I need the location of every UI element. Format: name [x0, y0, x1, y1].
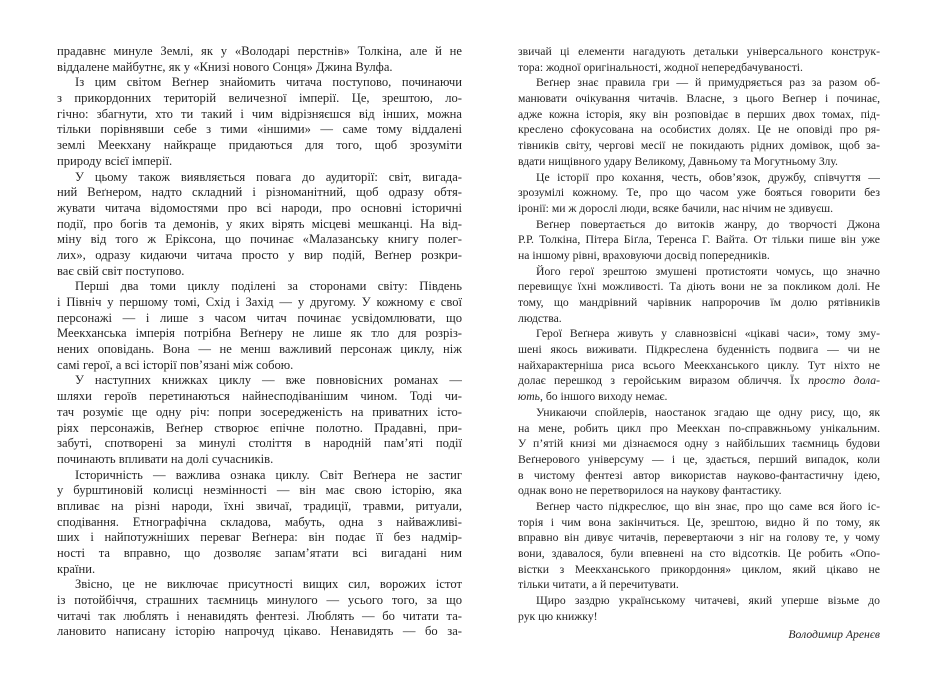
- text-line: на мене, робить цикл про Меекхан по-справжньому унікальним.: [518, 421, 880, 435]
- text-line: шляхи героїв перетинаються найнесподіванішим чином. Тоді чи-: [57, 389, 462, 404]
- paragraph: [518, 593, 880, 624]
- text-line: у бурштиновій колисці незмінності — він має свою історію, яка: [57, 483, 462, 498]
- paragraph: [518, 170, 880, 217]
- paragraph: [57, 170, 462, 280]
- text-line: торія і чим вона закінчиться. Це, зрештою, видно й по тому, як: [518, 515, 880, 529]
- text-line: жувати читача відомостями про всі народи, про основні історичні: [57, 200, 462, 215]
- paragraph: [518, 44, 880, 75]
- text-line: рук цю книжку!: [518, 609, 598, 623]
- text-line: Герої Веґнера живуть у славнозвісні «цікаві часи», тому зму-: [536, 327, 880, 341]
- text-line: Звісно, це не виключає присутності вищих сил, ворожих істот: [75, 577, 462, 592]
- text-line: іронії: ми ж дорослі люди, всяке бачили, нас нічим не здивуєш.: [518, 201, 834, 215]
- text-line: звичай ці елементи нагадують детальки універсального конструк-: [518, 45, 880, 58]
- text-line: в чистому фентезі автор використав науково-фантастичну ідею,: [518, 468, 880, 482]
- text-line: читачі так люблять і ненавидять фентезі. Люблять — бо читати та-: [57, 608, 462, 623]
- text-line: природу всієї імперії.: [57, 153, 173, 168]
- text-line: ють, бо іншого виходу немає.: [518, 390, 668, 404]
- text-line: Веґнерового універсуму — і це, здається, перший випадок, коли: [518, 452, 880, 466]
- text-line: із потойбіччя, страшних таємниць минулого — усього того, за що: [57, 593, 462, 608]
- text-line: тільки порівнявши себе з тими «іншими» — саме тому віддалені: [57, 122, 462, 137]
- text-line: ності та вправно, що дозволяє запам’ятати всі вигадані ним: [57, 546, 462, 560]
- paragraph: [57, 75, 462, 169]
- text-line: Перші два томи циклу поділені за сторонами світу: Південь: [75, 279, 462, 294]
- text-line: вістки з Меекханського прикордоння» циклом, який цікаво не: [518, 562, 880, 576]
- text-line: лановито написану історію напрочуд цікаво. Ненавидять — бо за-: [57, 624, 462, 639]
- text-line: Історичність — важлива ознака циклу. Світ Веґнера не застиг: [75, 467, 462, 482]
- text-line: У п’ятій книзі ми дізнаємося одну з найбільших таємниць будови: [518, 437, 880, 451]
- text-line: зрозумілі кожному. Те, про що часом уже бояться говорити без: [518, 186, 880, 200]
- text-line: вправно він дивує читачів, перевертаючи з ніг на голову те, у чому: [518, 531, 880, 545]
- paragraph: [518, 326, 880, 404]
- paragraph: [57, 44, 462, 75]
- text-line: лих», одразу кидаючи читача просто у вир подій, Веґнер розкри-: [57, 247, 462, 262]
- text-line: Щиро заздрю українському читачеві, який уперше візьме до: [536, 594, 880, 608]
- text-line: самі герої, а всі історії пов’язані між собою.: [57, 357, 294, 372]
- text-line: Уникаючи спойлерів, наостанок згадаю ще одну рису, що, як: [536, 405, 880, 419]
- text-line: на іншому рівні, враховуючи досвід попередників.: [518, 248, 770, 262]
- text-line: шені якось виживати. Підкреслена буденність подвига — чи не: [518, 343, 880, 357]
- italic-text: ють: [518, 390, 540, 404]
- text-line: креслено сфокусована на особистих долях. Це не оповіді про ря-: [518, 123, 880, 137]
- text-line: Веґнер повертається до витоків жанру, до творчості Джона: [536, 217, 880, 231]
- text-line: тільки читати, а й перечитувати.: [518, 578, 679, 592]
- text-line: однак воно не перетворилося на наукову фантастику.: [518, 484, 782, 498]
- text-line: Веґнер знає правила гри — й примудряється раз за разом об-: [536, 76, 880, 90]
- text-line: сподівання. Етнографічна складова, мабуть, одна з найважливі-: [57, 514, 462, 529]
- paragraph: [518, 217, 880, 264]
- text-line: тівників світу, чергові месії не покидають рідних домівок, щоб за-: [518, 139, 880, 153]
- text-line: адже кожна історія, яку він розповідає в перших двох томах, під-: [518, 107, 880, 121]
- text-line: найхарактерніша риса всього Меекханського циклу. Тут ніхто не: [518, 358, 880, 372]
- text-line: міну від того ж Еріксона, що починає «Малазанську книгу полег-: [57, 232, 462, 247]
- text-line: забуті, спотворені за минулі століття в народній пам’яті події: [57, 436, 462, 451]
- text-line: Веґнер часто підкреслює, що він знає, про що саме вся його іс-: [536, 499, 880, 513]
- text-line: і Північ у першому томі, Схід і Захід — у другому. У кожному є свої: [57, 295, 462, 309]
- text-line: У наступних книжках циклу — вже повновісних романах —: [75, 373, 462, 388]
- text-line: тора: жодної оригінальності, жодної непередбачуваності.: [518, 60, 803, 74]
- text-line: починають впливати на долі сучасників.: [57, 451, 274, 466]
- text-line: країни.: [57, 561, 96, 576]
- text-line: персонажі — і лише з часом читач починає усвідомлювати, що: [57, 310, 462, 325]
- text-line: перевищує їхні можливості. Та діють вони не за покликом долі. Не: [518, 280, 880, 294]
- text-line: У цьому також виявляється повага до аудиторії: світ, вигада-: [75, 169, 462, 184]
- paragraph: [518, 499, 880, 593]
- text-line: події, про богів та демонів, у яких вірять місцеві мешканці. На від-: [57, 216, 462, 231]
- text-line: ріях персонажів, Веґнер створює епічне полотно. Прадавні, при-: [57, 420, 462, 435]
- text-line: вони, здавалося, були впевнені на сто відсотків. Це робить «Опо-: [518, 547, 880, 560]
- page-right-text-column: [518, 44, 880, 643]
- paragraph: [518, 264, 880, 327]
- text-line: віддалене майбутнє, як у «Книзі нового Сонця» Джина Вулфа.: [57, 59, 393, 74]
- paragraph: [518, 75, 880, 169]
- text-line: гічно: збагнути, хто ти такий і чим відрізняєшся від інших, можна: [57, 106, 462, 121]
- italic-text: просто дола-: [808, 374, 880, 388]
- text-line: Це історії про кохання, честь, обов’язок, дружбу, співчуття —: [536, 170, 880, 184]
- paragraph: [57, 577, 462, 640]
- text-line: долає перешкод з геройським виразом обличчя. Їх просто дола-: [518, 374, 880, 388]
- text-line: тому, що мандрівний чарівник напророчив їм долю рятівників: [518, 296, 880, 309]
- paragraph: [57, 279, 462, 373]
- text-line: Його герої зрештою змушені протистояти чомусь, що значно: [536, 264, 880, 278]
- text-line: з прикордонних територій величезної імперії. Це, зрештою, ло-: [57, 91, 462, 106]
- text-line: Р.Р. Толкіна, Пітера Біґла, Теренса Г. Вайта. От тільки пише він уже: [518, 233, 880, 247]
- text-line: ває свій світ поступово.: [57, 263, 185, 278]
- paragraph: [518, 405, 880, 499]
- page-right-paragraphs: [518, 44, 880, 624]
- text-line: ний Веґнером, надто складний і різноманітний, щоб одразу обтя-: [57, 185, 462, 200]
- text-line: ших і найпотужніших переваг Веґнера: він подає її без надмір-: [57, 530, 462, 545]
- text-line: вдати нищівного удару Великому, Давньому та Могутньому Злу.: [518, 154, 838, 168]
- text-line: нених оповідань. Вона — не менш важливий персонаж циклу, ніж: [57, 342, 462, 357]
- paragraph: [57, 373, 462, 467]
- paragraph: [57, 468, 462, 578]
- text-line: тач розуміє ще одну річ: попри зосередженість на приватних істо-: [57, 404, 462, 419]
- text-line: прадавнє минуле Землі, як у «Володарі перстнів» Толкіна, але й не: [57, 44, 462, 58]
- text-line: Меекханська імперія потрібна Веґнеру не лише як тло для розріз-: [57, 326, 462, 341]
- text-line: манювати очікування читачів. Власне, з цього Веґнер і починає,: [518, 92, 880, 106]
- author-signature: Володимир Аренєв: [788, 628, 880, 642]
- page-left-text-column: [57, 44, 462, 640]
- text-line: Із цим світом Веґнер знайомить читача поступово, починаючи: [75, 75, 462, 90]
- text-line: людства.: [518, 311, 562, 325]
- text-line: землі Меекхану найкраще придаються для того, щоб зрозуміти: [57, 138, 462, 153]
- text-line: впливає на різні народи, їхні звичаї, традиції, травми, ритуали,: [57, 498, 462, 513]
